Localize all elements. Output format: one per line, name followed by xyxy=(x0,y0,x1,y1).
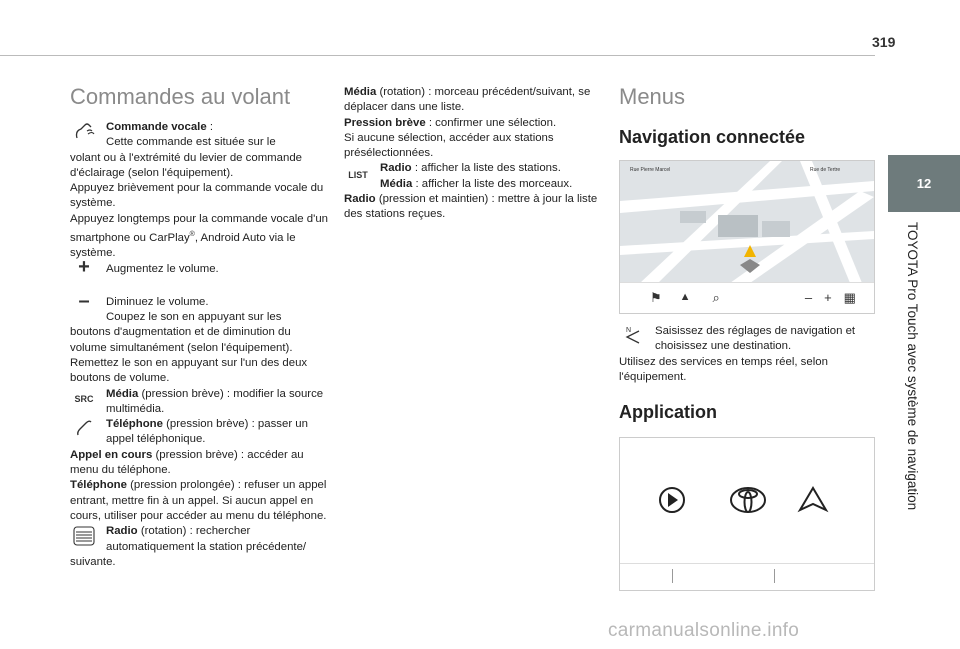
svg-text:N: N xyxy=(626,327,632,334)
zoom-out-icon[interactable]: – xyxy=(804,290,813,306)
app-bottom-bar xyxy=(620,563,874,590)
radio-text: (rotation) : rechercher automatiquement la station précédente/ xyxy=(106,525,307,553)
media-label: Média xyxy=(344,86,377,98)
no-selection-text: Si aucune sélection, accéder aux stations présélectionnées. xyxy=(344,131,554,160)
minus-icon: – xyxy=(78,289,90,312)
volume-down-text-2: Coupez le son en appuyant sur les xyxy=(106,311,282,324)
volume-up-text: Augmentez le volume. xyxy=(106,263,219,276)
volume-up-item xyxy=(70,256,330,292)
phone-item xyxy=(70,417,330,524)
phone-icon xyxy=(70,418,98,438)
map-options-icon[interactable]: ▦ xyxy=(843,290,856,306)
radio-item xyxy=(70,524,330,570)
volume-down-item xyxy=(70,289,330,387)
flag-icon[interactable]: ⚑ xyxy=(650,290,662,306)
media-text: (rotation) : morceau précédent/suivant, se déplacer dans une liste. xyxy=(344,86,591,114)
radio-long-text: (pression et maintien) : mettre à jour la liste des stations reçues. xyxy=(344,193,598,221)
column-steering-controls xyxy=(70,84,330,570)
voice-text-2: volant ou à l'extrémité du levier de commande d'éclairage (selon l'équipement). xyxy=(70,151,303,179)
chapter-tab: 12 xyxy=(888,155,960,212)
radio-text-cont: suivante. xyxy=(70,555,116,568)
registered-mark: ® xyxy=(189,231,195,239)
zoom-in-icon[interactable]: + xyxy=(824,290,832,306)
voice-text-3: Appuyez brièvement pour la commande vocale du système. xyxy=(70,182,324,210)
voice-text-4b: , Android Auto via le système. xyxy=(70,231,296,260)
nav-text-2: Utilisez des services en temps réel, selon l'équipement. xyxy=(619,355,828,383)
radio-label: Radio xyxy=(106,525,138,538)
call-label: Appel en cours xyxy=(70,448,153,461)
radio-wheel-icon xyxy=(70,525,98,545)
map-label-2: Rue de Tertre xyxy=(810,167,841,173)
search-icon[interactable]: ⌕ xyxy=(712,290,720,306)
list-media-text: : afficher la liste des morceaux. xyxy=(412,177,573,190)
phone-label: Téléphone xyxy=(106,418,163,431)
app-heading: Application xyxy=(619,402,717,423)
phone-text: (pression brève) : passer un appel téléphonique. xyxy=(106,418,308,446)
voice-command-label: Commande vocale xyxy=(106,121,207,133)
list-radio-label: Radio xyxy=(380,162,412,175)
voice-text-4 xyxy=(70,212,330,262)
list-radio-text: : afficher la liste des stations. xyxy=(411,162,561,175)
voice-text-4a: Appuyez longtemps pour la commande vocale d'un smartphone ou CarPlay xyxy=(70,212,328,244)
source-item xyxy=(70,387,330,418)
section-heading-steering: Commandes au volant xyxy=(70,84,291,109)
app-icons-graphic xyxy=(620,438,874,564)
voice-command-item xyxy=(70,120,330,261)
map-toolbar xyxy=(620,282,874,313)
list-item xyxy=(344,161,606,192)
voice-command-icon xyxy=(70,121,98,141)
source-text: (pression brève) : modifier la source multimédia. xyxy=(106,387,324,415)
list-media-label: Média xyxy=(380,177,413,190)
page-number: 319 xyxy=(872,34,896,50)
application-screenshot xyxy=(619,437,875,591)
bar-divider-2 xyxy=(774,569,775,583)
navigation-screenshot xyxy=(619,160,875,314)
compass-icon[interactable]: ▲ xyxy=(679,291,691,304)
colon: : xyxy=(206,121,213,133)
voice-text-1: Cette commande est située sur le xyxy=(106,136,276,149)
top-rule xyxy=(0,55,875,56)
phone-long-label: Téléphone xyxy=(70,479,127,492)
call-text: (pression brève) : accéder au menu du téléphone. xyxy=(70,448,304,477)
phone-long-text: (pression prolongée) : refuser un appel entrant, mettre fin à un appel. Si aucun appel en cours, utiliser pour accéder au menu du téléphone. xyxy=(70,479,327,522)
plus-icon: + xyxy=(78,256,90,279)
press-text: : confirmer une sélection. xyxy=(425,116,557,129)
map-graphic xyxy=(620,161,874,283)
source-label: Média xyxy=(106,387,139,400)
bar-divider-1 xyxy=(672,569,673,583)
nav-heading: Navigation connectée xyxy=(619,127,806,147)
radio-long-label: Radio xyxy=(344,193,376,206)
column-media-controls xyxy=(344,85,606,223)
press-label: Pression brève xyxy=(344,116,426,129)
list-icon: LIST xyxy=(348,170,368,181)
nav-arrow-icon xyxy=(619,325,647,345)
column-menus xyxy=(619,84,875,591)
chapter-title: TOYOTA Pro Touch avec système de navigation xyxy=(905,222,920,511)
nav-desc-item xyxy=(619,324,875,385)
volume-down-text-4: Remettez le son en appuyant sur l'un des deux boutons de volume. xyxy=(70,356,308,385)
nav-text-1: Saisissez des réglages de navigation et choisissez une destination. xyxy=(655,325,856,353)
volume-down-text-3: boutons d'augmentation et de diminution du volume simultanément (selon l'équipement). xyxy=(70,326,293,354)
src-icon: SRC xyxy=(74,393,94,404)
section-heading-menus: Menus xyxy=(619,84,686,109)
watermark: carmanualsonline.info xyxy=(608,620,800,641)
volume-down-text-1: Diminuez le volume. xyxy=(106,295,209,308)
map-label-1: Rue Pierre Marcel xyxy=(630,167,671,173)
